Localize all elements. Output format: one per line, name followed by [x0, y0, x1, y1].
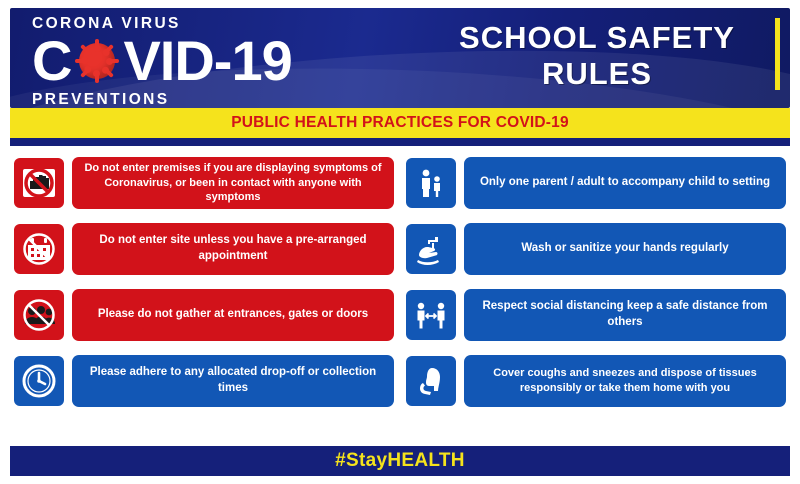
- rule-text: Please adhere to any allocated drop-off or collection times: [72, 355, 394, 407]
- preventions-label: PREVENTIONS: [32, 90, 170, 108]
- covid-19-wordmark: [32, 28, 362, 92]
- poster-title-line1: SCHOOL SAFETY: [459, 20, 735, 55]
- hashtag-text: #StayHEALTH: [335, 450, 465, 471]
- no-calendar-appointment-icon: [14, 224, 64, 274]
- rule-text: Do not enter premises if you are displaying symptoms of Coronavirus, or been in contact with anyone with symptoms: [72, 157, 394, 209]
- poster-footer: [10, 446, 790, 476]
- yellow-accent-bar: [775, 18, 780, 90]
- list-item: [14, 352, 394, 410]
- poster-header: [10, 8, 790, 108]
- rule-text: Do not enter site unless you have a pre-arranged appointment: [72, 223, 394, 275]
- rule-text: Only one parent / adult to accompany child to setting: [464, 157, 786, 209]
- social-distancing-icon: [406, 290, 456, 340]
- corona-virus-label: CORONA VIRUS: [32, 15, 181, 32]
- covid-logo: [32, 16, 362, 108]
- list-item: [14, 220, 394, 278]
- rules-column-left: [14, 154, 394, 410]
- wash-hands-icon: [406, 224, 456, 274]
- virus-particle-icon: [72, 36, 122, 86]
- list-item: [14, 286, 394, 344]
- list-item: [406, 154, 786, 212]
- poster: [0, 8, 800, 484]
- poster-title: [432, 20, 762, 91]
- list-item: [14, 154, 394, 212]
- no-entry-hand-icon: [14, 158, 64, 208]
- rule-text: Wash or sanitize your hands regularly: [464, 223, 786, 275]
- subtitle-text: PUBLIC HEALTH PRACTICES FOR COVID-19: [231, 114, 569, 131]
- cover-cough-icon: [406, 356, 456, 406]
- list-item: [406, 220, 786, 278]
- covid-letter-c: C: [32, 28, 72, 92]
- header-divider: [10, 138, 790, 146]
- subtitle-bar: [10, 108, 790, 138]
- rules-column-right: [406, 154, 786, 410]
- list-item: [406, 286, 786, 344]
- rule-text: Please do not gather at entrances, gates or doors: [72, 289, 394, 341]
- covid-word-rest: VID-19: [123, 28, 292, 92]
- rule-text: Cover coughs and sneezes and dispose of tissues responsibly or take them home with you: [464, 355, 786, 407]
- poster-title-line2: RULES: [541, 55, 653, 91]
- clock-icon: [14, 356, 64, 406]
- parent-and-child-icon: [406, 158, 456, 208]
- rules-grid: [0, 146, 800, 410]
- list-item: [406, 352, 786, 410]
- rule-text: Respect social distancing keep a safe distance from others: [464, 289, 786, 341]
- no-gathering-icon: [14, 290, 64, 340]
